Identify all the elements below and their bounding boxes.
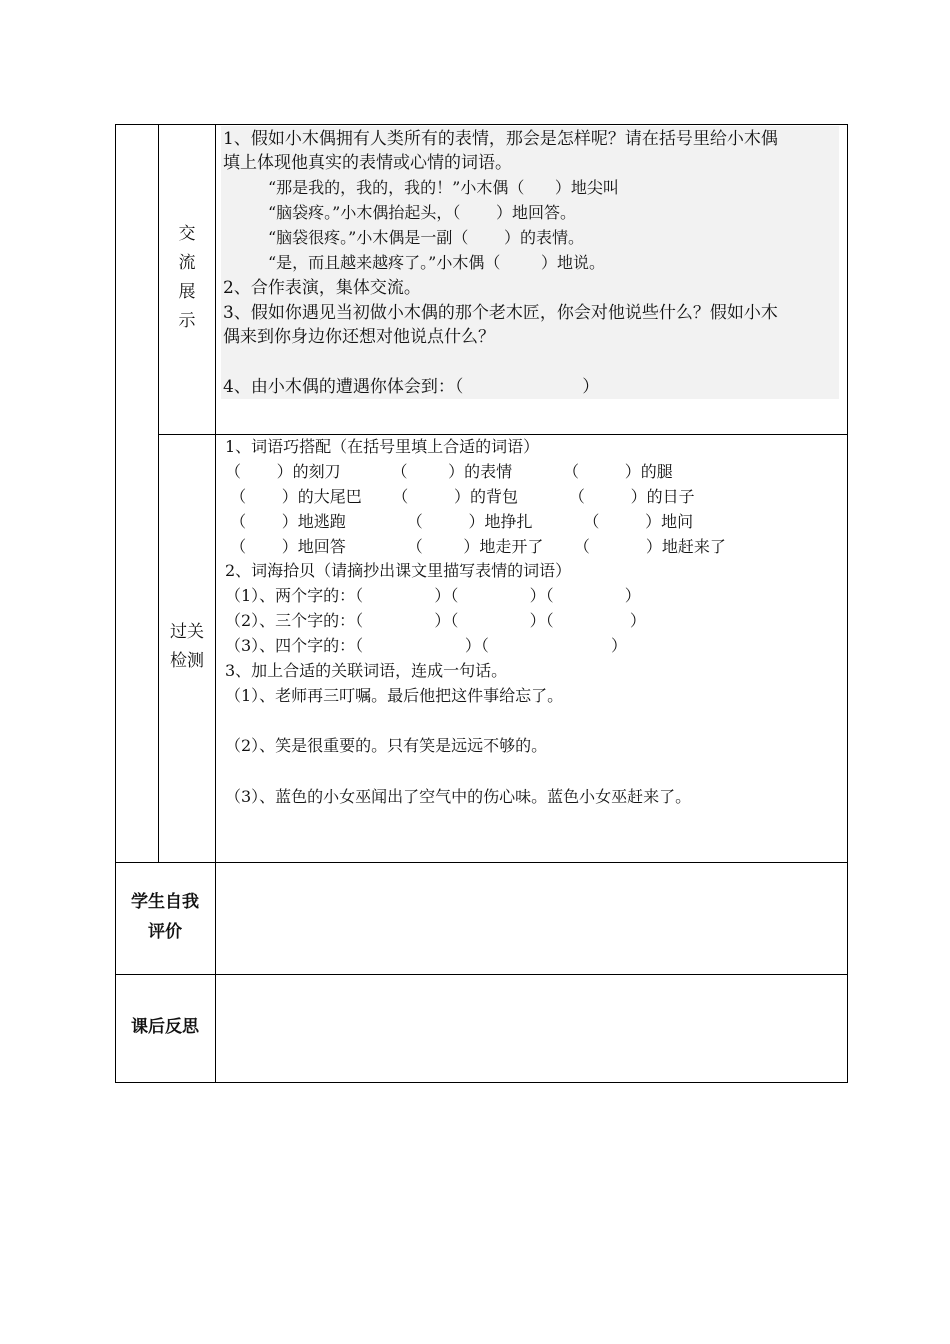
label-char: 交 — [178, 224, 196, 244]
jiaoliu-line-8: 3、假如你遇见当初做小木偶的那个老木匠，你会对他说些什么？假如小木 — [223, 303, 778, 323]
jiaoliu-line-7: 2、合作表演，集体交流。 — [223, 278, 421, 298]
guoguan-line-1: 1、词语巧搭配（在括号里填上合适的词语） — [225, 437, 540, 456]
guoguan-line-4: （ ）地逃跑 （ ）地挣扎 （ ）地问 — [225, 512, 694, 531]
guoguan-line-5: （ ）地回答 （ ）地走开了 （ ）地赶来了 — [225, 537, 726, 556]
guoguan-line-13: （3）、蓝色的小女巫闻出了空气中的伤心味。蓝色小女巫赶来了。 — [225, 787, 692, 806]
reflection-area[interactable] — [216, 975, 847, 1082]
label-char: 示 — [178, 311, 196, 331]
guoguan-line-12: （2）、笑是很重要的。只有笑是远远不够的。 — [225, 736, 548, 755]
row-divider-1 — [158, 434, 848, 435]
table-top-border — [115, 124, 848, 125]
jiaoliu-line-6: “是，而且越来越疼了。”小木偶（ ）地说。 — [268, 253, 606, 272]
guoguan-line-2: （ ）的刻刀 （ ）的表情 （ ）的腿 — [225, 462, 673, 481]
label-line: 检测 — [170, 651, 204, 671]
guoguan-line-8: （2）、三个字的：（ ）（ ）（ ） — [225, 611, 646, 630]
guoguan-line-10: 3、加上合适的关联词语，连成一句话。 — [225, 661, 508, 680]
row-label-guoguan — [159, 618, 215, 676]
jiaoliu-line-10: 4、由小木偶的遭遇你体会到：（ ） — [223, 377, 600, 397]
guoguan-line-11: （1）、老师再三叮嘱。最后他把这件事给忘了。 — [225, 686, 564, 705]
label-char: 流 — [178, 253, 196, 273]
jiaoliu-line-9: 偶来到你身边你还想对他说点什么？ — [223, 327, 495, 347]
guoguan-line-7: （1）、两个字的：（ ）（ ）（ ） — [225, 586, 641, 605]
label-line: 过关 — [170, 622, 204, 642]
self-eval-area[interactable] — [216, 863, 847, 974]
guoguan-line-3: （ ）的大尾巴 （ ）的背包 （ ）的日子 — [225, 487, 695, 506]
jiaoliu-line-3: “那是我的，我的，我的！”小木偶（ ）地尖叫 — [268, 178, 619, 197]
guoguan-line-6: 2、词海拾贝（请摘抄出课文里描写表情的词语） — [225, 561, 572, 580]
table-right-border — [847, 124, 848, 1083]
guoguan-line-9: （3）、四个字的：（ ）（ ） — [225, 636, 627, 655]
label-line: 课后反思 — [131, 1017, 199, 1037]
label-char: 展 — [178, 282, 196, 302]
jiaoliu-line-1: 1、假如小木偶拥有人类所有的表情，那会是怎样呢？请在括号里给小木偶 — [223, 129, 778, 149]
label-line: 评价 — [148, 922, 182, 942]
jiaoliu-line-2: 填上体现他真实的表情或心情的词语。 — [223, 153, 512, 173]
row-label-self-eval — [115, 887, 215, 947]
table-bottom-border — [115, 1082, 848, 1083]
label-line: 学生自我 — [131, 892, 199, 912]
jiaoliu-line-5: “脑袋很疼。”小木偶是一副（ ）的表情。 — [268, 228, 584, 247]
row-label-jiaoliu — [159, 220, 215, 336]
jiaoliu-line-4: “脑袋疼。”小木偶抬起头，（ ）地回答。 — [268, 203, 576, 222]
row-label-reflection — [115, 1013, 215, 1042]
